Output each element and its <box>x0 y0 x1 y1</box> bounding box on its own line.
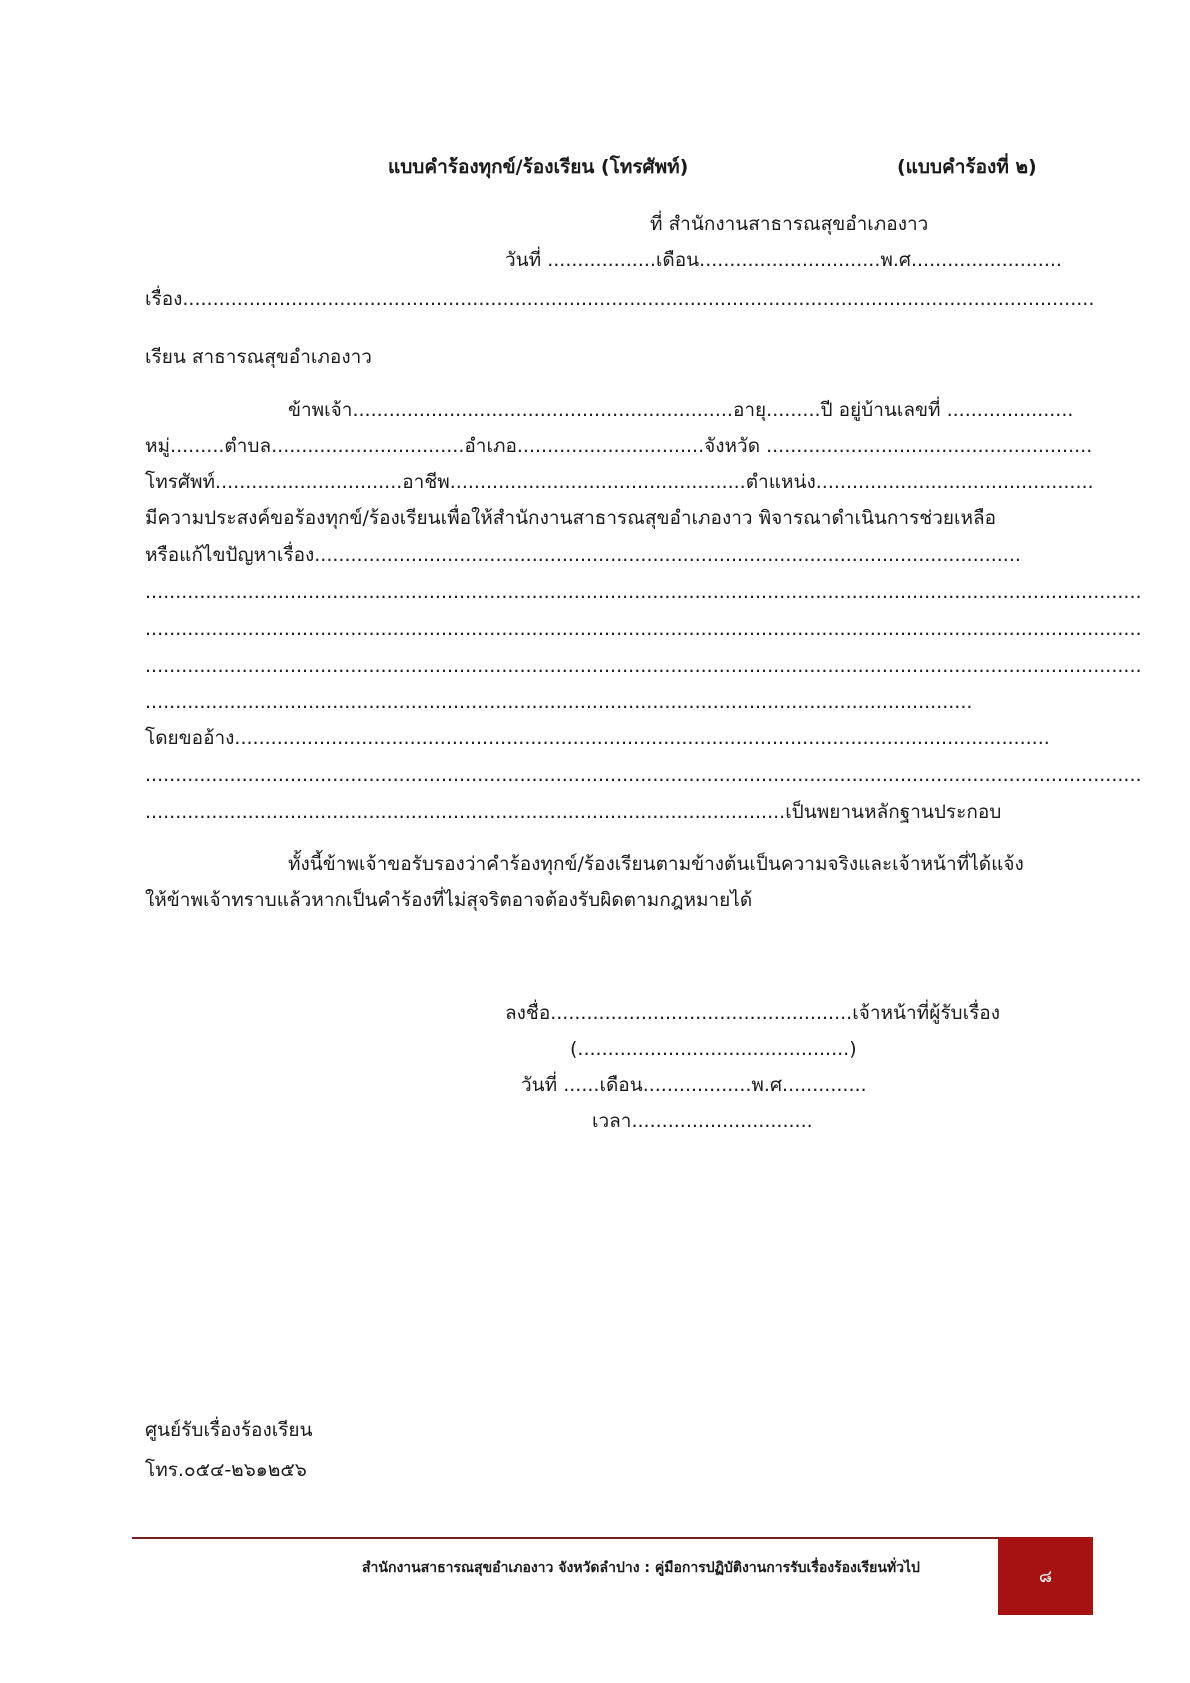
certification-line-1: ทั้งนี้ข้าพเจ้าขอรับรองว่าคำร้องทุกข์/ร้องเรียนตามข้างต้นเป็นความจริงและเจ้าหน้าที่ได้แจ้ง <box>288 853 1024 875</box>
office-address: ที่ สำนักงานสาธารณสุขอำเภองาว <box>650 213 929 235</box>
signature-line: ลงชื่อ..................................................เจ้าหน้าที่ผู้รับเรื่อง <box>505 1002 1000 1024</box>
blank-line-2: ..................................................................................................................................................................... <box>145 618 1142 640</box>
complaint-center: ศูนย์รับเรื่องร้องเรียน <box>145 1419 313 1441</box>
blank-line-3: ..................................................................................................................................................................... <box>145 655 1142 677</box>
body-line-problem: หรือแก้ไขปัญหาเรื่อง..................................................................................................................... <box>145 544 1021 566</box>
evidence-line: ..........................................................................................................เป็นพยานหลักฐานประกอบ <box>145 801 1002 823</box>
contact-phone: โทร.๐๕๔-๒๖๑๒๕๖ <box>145 1459 307 1481</box>
body-line-purpose: มีความประสงค์ขอร้องทุกข์/ร้องเรียนเพื่อให้สำนักงานสาธารณสุขอำเภองาว พิจารณาดำเนินการช่วยเหลือ <box>145 507 997 529</box>
signature-date-line: วันที่ ......เดือน..................พ.ศ.............. <box>521 1074 867 1096</box>
date-line: วันที่ ..................เดือน..............................พ.ศ......................... <box>505 249 1062 271</box>
blank-line-1: ..................................................................................................................................................................... <box>145 581 1142 603</box>
body-line-contact: โทรศัพท์...............................อาชีพ.................................................ตำแหน่ง.............................................. <box>145 471 1094 493</box>
form-number: (แบบคำร้องที่ ๒) <box>897 156 1037 178</box>
page-number-badge <box>998 1537 1093 1615</box>
blank-line-5: ..................................................................................................................................................................... <box>145 764 1142 786</box>
reference-line: โดยขออ้าง....................................................................................................................................... <box>145 727 1050 749</box>
signature-time-line: เวลา.............................. <box>592 1110 813 1132</box>
footer-text: สำนักงานสาธารณสุขอำเภองาว จังหวัดลำปาง : คู่มือการปฏิบัติงานการรับเรื่องร้องเรียนทั่วไป <box>362 1560 920 1576</box>
certification-line-2: ให้ข้าพเจ้าทราบแล้วหากเป็นคำร้องที่ไม่สุจริตอาจต้องรับผิดตามกฎหมายได้ <box>145 889 753 911</box>
body-line-name-age: ข้าพเจ้า...............................................................อายุ.........ปี อยู่บ้านเลขที่ ..................... <box>288 399 1074 421</box>
form-title: แบบคำร้องทุกข์/ร้องเรียน (โทรศัพท์) <box>388 156 689 178</box>
page-number: ๘ <box>1038 1566 1053 1587</box>
signature-name-line: (.............................................) <box>570 1038 857 1060</box>
footer-divider <box>132 1537 998 1539</box>
subject-line: เรื่อง....................................................................................................................................................... <box>145 288 1095 310</box>
blank-line-4: ......................................................................................................................................... <box>145 691 973 713</box>
body-line-address: หมู่.........ตำบล................................อำเภอ...............................จังหวัด ...................................................... <box>145 435 1093 457</box>
salutation: เรียน สาธารณสุขอำเภองาว <box>145 346 372 368</box>
